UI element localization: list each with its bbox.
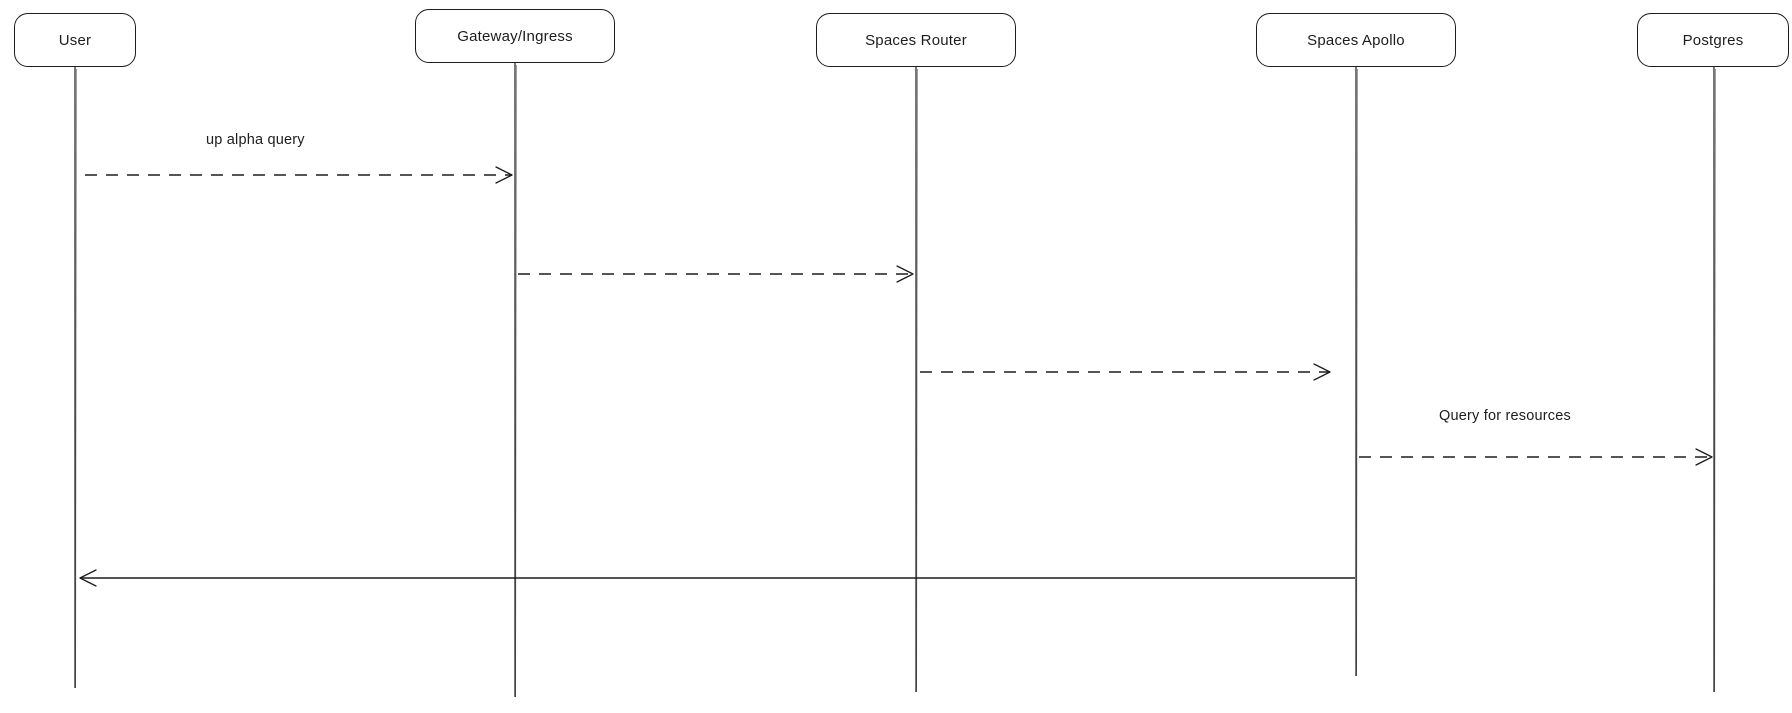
- lifeline-gateway-shadow: [516, 65, 517, 697]
- participant-label: Spaces Router: [865, 31, 967, 49]
- participant-label: Gateway/Ingress: [457, 27, 573, 45]
- message-label-up-alpha-query: up alpha query: [206, 132, 305, 148]
- participant-label: Postgres: [1682, 31, 1744, 49]
- message-label-query-for-resources: Query for resources: [1439, 408, 1571, 424]
- messages-group: [80, 167, 1712, 586]
- lifelines-group: [75, 63, 1715, 697]
- participant-label: User: [58, 31, 92, 49]
- participant-gateway[interactable]: [415, 9, 615, 63]
- participant-user[interactable]: [14, 13, 136, 67]
- lifeline-postgres-shadow: [1715, 69, 1716, 692]
- lifeline-user-shadow: [76, 69, 77, 688]
- participant-spaces-router[interactable]: [816, 13, 1016, 67]
- participant-label: Spaces Apollo: [1307, 31, 1405, 49]
- lifeline-router-shadow: [917, 69, 918, 692]
- participant-postgres[interactable]: [1637, 13, 1789, 67]
- participant-spaces-apollo[interactable]: [1256, 13, 1456, 67]
- lifeline-apollo-shadow: [1357, 69, 1358, 676]
